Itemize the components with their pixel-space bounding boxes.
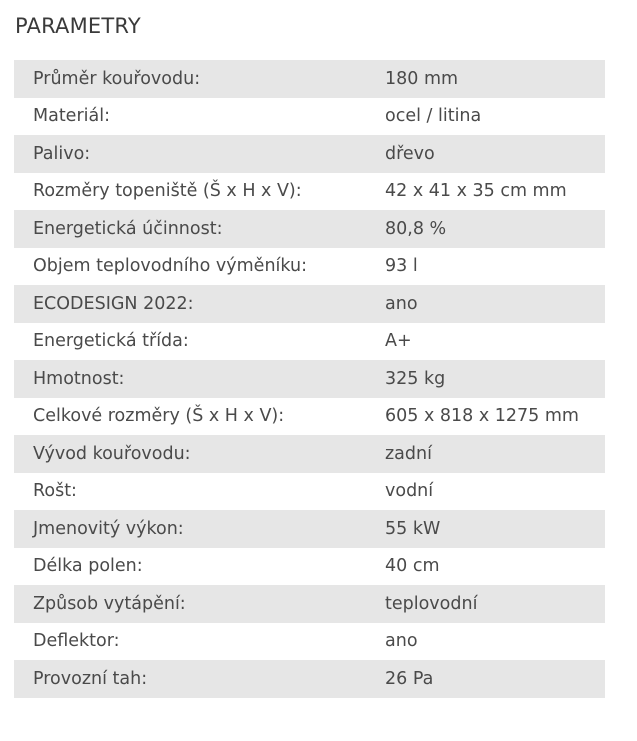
param-label: Jmenovitý výkon: [14, 510, 385, 548]
parameters-table [14, 60, 605, 698]
param-value: 26 Pa [385, 660, 605, 698]
param-label: Materiál: [14, 98, 385, 136]
param-label: Energetická třída: [14, 323, 385, 361]
param-row [14, 210, 605, 248]
param-label: Vývod kouřovodu: [14, 435, 385, 473]
param-value: 325 kg [385, 360, 605, 398]
param-value: ano [385, 285, 605, 323]
param-row [14, 548, 605, 586]
param-label: ECODESIGN 2022: [14, 285, 385, 323]
param-value: teplovodní [385, 585, 605, 623]
param-label: Rozměry topeniště (Š x H x V): [14, 173, 385, 211]
param-value: 40 cm [385, 548, 605, 586]
param-label: Palivo: [14, 135, 385, 173]
param-value: 180 mm [385, 60, 605, 98]
param-row [14, 173, 605, 211]
param-value: 93 l [385, 248, 605, 286]
param-label: Délka polen: [14, 548, 385, 586]
param-row [14, 60, 605, 98]
param-label: Průměr kouřovodu: [14, 60, 385, 98]
param-row [14, 135, 605, 173]
param-value: 55 kW [385, 510, 605, 548]
param-row [14, 248, 605, 286]
param-row [14, 398, 605, 436]
param-value: zadní [385, 435, 605, 473]
param-label: Celkové rozměry (Š x H x V): [14, 398, 385, 436]
param-value: 42 x 41 x 35 cm mm [385, 173, 605, 211]
param-label: Způsob vytápění: [14, 585, 385, 623]
param-value: ocel / litina [385, 98, 605, 136]
param-row [14, 98, 605, 136]
param-value: 605 x 818 x 1275 mm [385, 398, 605, 436]
param-row [14, 623, 605, 661]
param-value: ano [385, 623, 605, 661]
param-row [14, 435, 605, 473]
param-value: A+ [385, 323, 605, 361]
param-value: 80,8 % [385, 210, 605, 248]
section-title: PARAMETRY [15, 14, 141, 38]
param-label: Rošt: [14, 473, 385, 511]
param-row [14, 323, 605, 361]
param-label: Objem teplovodního výměníku: [14, 248, 385, 286]
param-label: Hmotnost: [14, 360, 385, 398]
param-row [14, 285, 605, 323]
param-row [14, 660, 605, 698]
param-label: Provozní tah: [14, 660, 385, 698]
param-row [14, 360, 605, 398]
param-row [14, 510, 605, 548]
param-row [14, 473, 605, 511]
param-label: Energetická účinnost: [14, 210, 385, 248]
param-value: vodní [385, 473, 605, 511]
param-label: Deflektor: [14, 623, 385, 661]
param-row [14, 585, 605, 623]
param-value: dřevo [385, 135, 605, 173]
